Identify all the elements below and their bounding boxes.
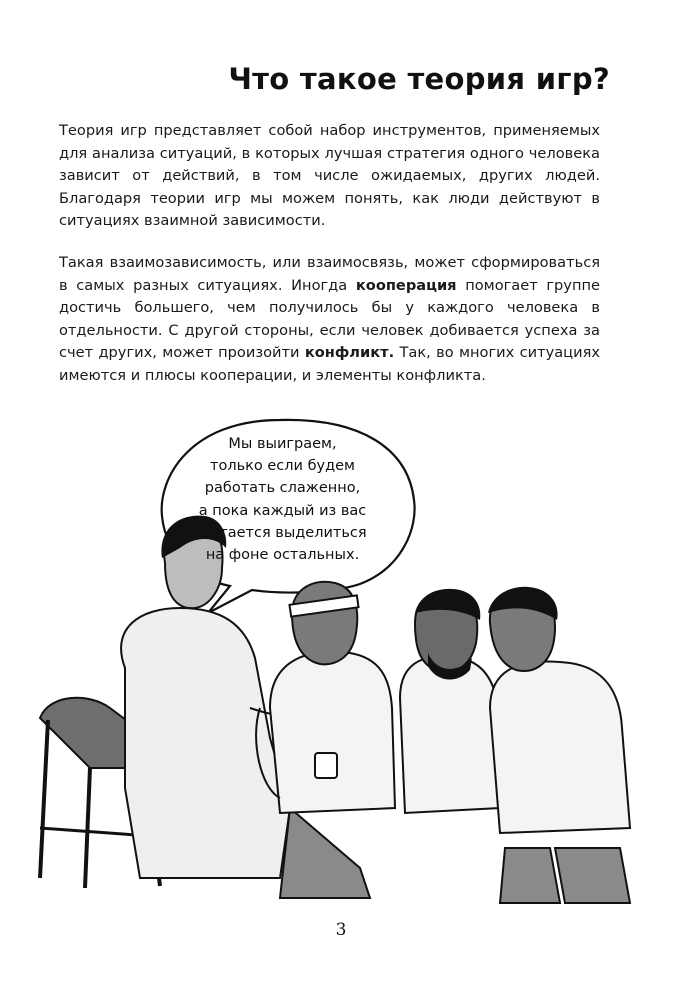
speech-line: работать слаженно, bbox=[204, 480, 361, 497]
speech-line: пытается выделиться bbox=[198, 524, 367, 541]
term-cooperation: кооперация bbox=[355, 276, 457, 294]
page-number: 3 bbox=[335, 920, 347, 940]
speech-bubble-text bbox=[185, 433, 380, 566]
paragraph-text: Так, во многих ситуациях имеются и плюсы кооперации, и элементы конфликта. bbox=[59, 344, 600, 384]
paragraph-text: Такая взаимозависимость, или взаимосвязь, может сформироваться в самых разных ситуациях. Иногда bbox=[59, 254, 600, 294]
speech-line: на фоне остальных. bbox=[205, 547, 360, 564]
speech-line: а пока каждый из вас bbox=[198, 502, 367, 519]
speech-line: Мы выиграем, bbox=[228, 436, 337, 452]
player-figure bbox=[400, 589, 500, 813]
player-figure bbox=[256, 582, 395, 813]
paragraph-interdependence bbox=[59, 252, 600, 388]
paragraph-intro: Теория игр представляет собой набор инструментов, применяемых для анализа ситуаций, в которых лучшая стратегия одного человека зависит от действий, в том числе ожидаемых, других людей. Благодаря теории игр мы можем понять, как люди действуют в ситуациях взаимной зависимости. bbox=[59, 122, 600, 230]
paragraph-text: помогает группе достичь большего, чем получилось бы у каждого человека в отдельности. С другой стороны, если человек добивается успеха за счет других, может произойти bbox=[59, 276, 601, 362]
speech-line: только если будем bbox=[210, 458, 355, 475]
player-figure bbox=[488, 587, 630, 903]
page-title: Что такое теория игр? bbox=[228, 62, 610, 96]
term-conflict: конфликт. bbox=[304, 344, 395, 362]
